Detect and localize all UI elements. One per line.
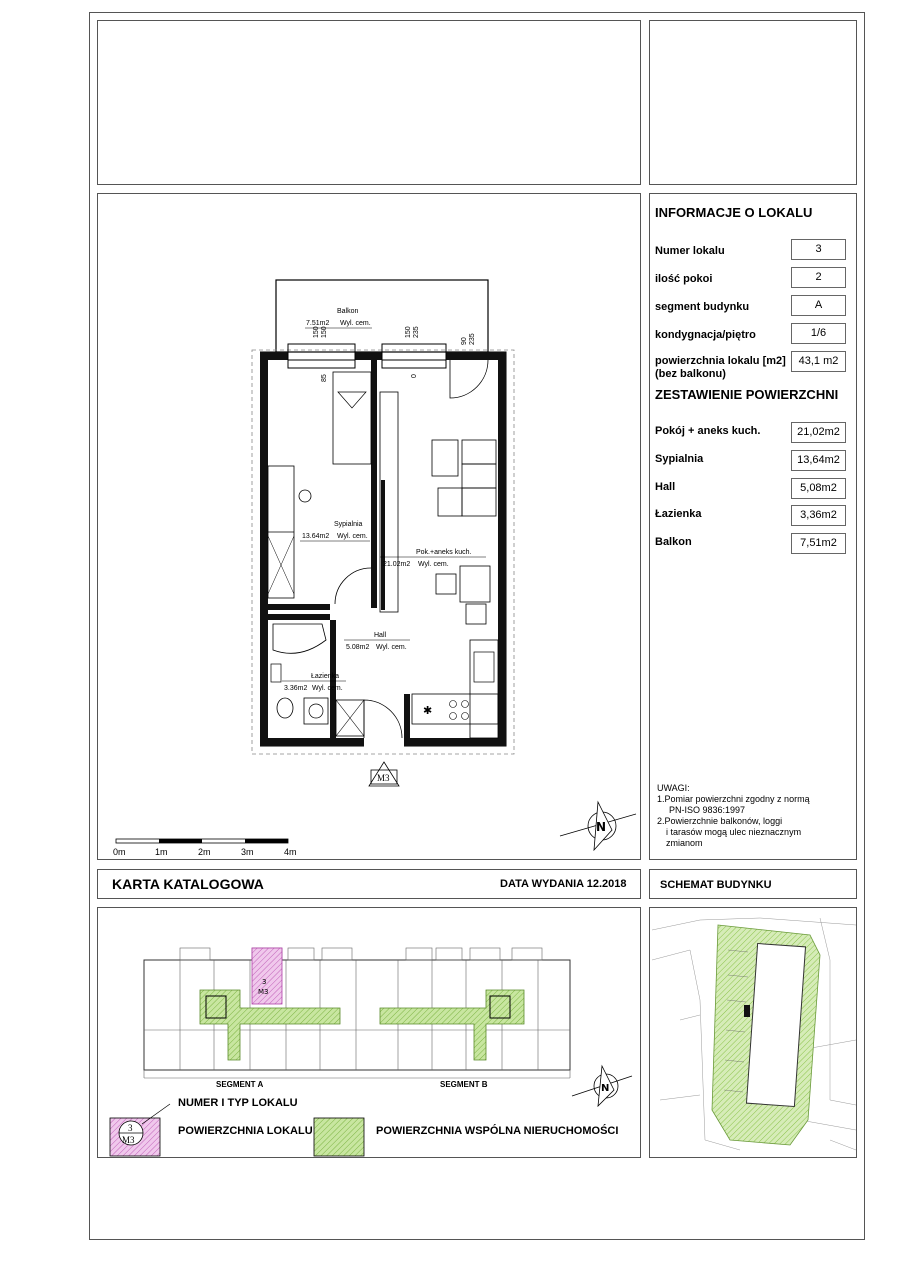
info-value-1: 2 [791, 267, 846, 288]
unit-tag: M3 [377, 773, 390, 783]
info-value-2: A [791, 295, 846, 316]
room-area-balcony: 7.51m2 [306, 320, 330, 327]
areas-value-2: 5,08m2 [791, 478, 846, 499]
note-2b: i tarasów mogą ulec nieznacznym [666, 827, 802, 837]
dim-90: 90 [461, 337, 468, 345]
room-finish-balcony: Wyl. cem. [340, 320, 371, 327]
note-2c: zmianom [666, 838, 703, 848]
area-label-1: powierzchnia lokalu [m2] [655, 355, 786, 367]
dim-150a: 150 [313, 326, 320, 338]
dim-235b: 235 [469, 333, 476, 345]
room-area-hall: 5.08m2 [346, 644, 370, 651]
plan-unit-type: M3 [258, 988, 269, 996]
area-value: 43,1 m2 [791, 351, 846, 372]
info-value-0: 3 [791, 239, 846, 260]
scale-1: 1m [155, 847, 168, 857]
room-finish-bathroom: Wyl. cem. [312, 685, 343, 692]
segment-b-label: SEGMENT B [440, 1080, 488, 1089]
dim-0: 0 [411, 374, 418, 378]
info-label-1: ilość pokoi [655, 273, 713, 285]
legend-number-type: NUMER I TYP LOKALU [178, 1097, 298, 1109]
scale-4: 4m [284, 847, 297, 857]
room-area-bathroom: 3.36m2 [284, 685, 308, 692]
building-plan-drawing [98, 908, 640, 1157]
scale-2: 2m [198, 847, 211, 857]
legend-area: POWIERZCHNIA LOKALU [178, 1125, 313, 1137]
note-2a: 2.Powierzchnie balkonów, loggi [657, 816, 783, 826]
schema-title: SCHEMAT BUDYNKU [660, 879, 772, 891]
areas-value-0: 21,02m2 [791, 422, 846, 443]
legend-tag-type: M3 [122, 1135, 135, 1145]
areas-label-1: Sypialnia [655, 453, 704, 465]
info-label-3: kondygnacja/piętro [655, 329, 756, 341]
room-finish-hall: Wyl. cem. [376, 644, 407, 651]
dim-85: 85 [321, 374, 328, 382]
room-name-balcony: Balkon [337, 308, 359, 315]
areas-value-3: 3,36m2 [791, 505, 846, 526]
dim-150b: 150 [321, 326, 328, 338]
floor-plan-drawing [97, 193, 641, 860]
issue-date: DATA WYDANIA 12.2018 [500, 878, 627, 890]
dim-235: 235 [413, 326, 420, 338]
segment-a-label: SEGMENT A [216, 1080, 264, 1089]
card-title: KARTA KATALOGOWA [112, 876, 264, 892]
area-label-2: (bez balkonu) [655, 368, 726, 380]
compass-icon-small [572, 1066, 632, 1106]
info-value-3: 1/6 [791, 323, 846, 344]
note-1a: 1.Pomiar powierzchni zgodny z normą [657, 794, 810, 804]
info-label-2: segment budynku [655, 301, 750, 313]
areas-value-4: 7,51m2 [791, 533, 846, 554]
areas-label-4: Balkon [655, 536, 692, 548]
room-area-bedroom: 13.64m2 [302, 533, 330, 540]
dim-150c: 150 [405, 326, 412, 338]
header-box-left [97, 20, 641, 185]
svg-text:N: N [601, 1083, 610, 1094]
areas-title: ZESTAWIENIE POWIERZCHNI [655, 387, 839, 402]
info-box [649, 193, 857, 860]
header-box-right [649, 20, 857, 185]
areas-label-2: Hall [655, 481, 676, 493]
scale-0: 0m [113, 847, 126, 857]
areas-value-1: 13,64m2 [791, 450, 846, 471]
info-label-0: Numer lokalu [655, 245, 725, 257]
room-name-bathroom: Łazienka [311, 673, 340, 680]
compass-icon [560, 802, 636, 850]
notes-block [657, 783, 810, 849]
plan-unit-number: 3 [262, 978, 267, 986]
areas-label-0: Pokój + aneks kuch. [655, 425, 761, 437]
room-finish-living: Wyl. cem. [418, 561, 449, 568]
legend-common: POWIERZCHNIA WSPÓLNA NIERUCHOMOŚCI [376, 1125, 619, 1137]
info-title: INFORMACJE O LOKALU [655, 205, 813, 220]
room-name-living: Pok.+aneks kuch. [416, 549, 472, 556]
areas-label-3: Łazienka [655, 508, 702, 520]
svg-text:N: N [596, 820, 607, 834]
notes-title: UWAGI: [657, 783, 690, 793]
room-name-bedroom: Sypialnia [334, 521, 363, 528]
legend-tag-num: 3 [128, 1123, 133, 1133]
room-name-hall: Hall [374, 632, 387, 639]
site-plan-drawing [650, 908, 856, 1157]
svg-text:✱: ✱ [423, 704, 433, 717]
room-finish-bedroom: Wyl. cem. [337, 533, 368, 540]
note-1b: PN-ISO 9836:1997 [669, 805, 746, 815]
scale-3: 3m [241, 847, 254, 857]
room-area-living: 21.02m2 [383, 561, 411, 568]
